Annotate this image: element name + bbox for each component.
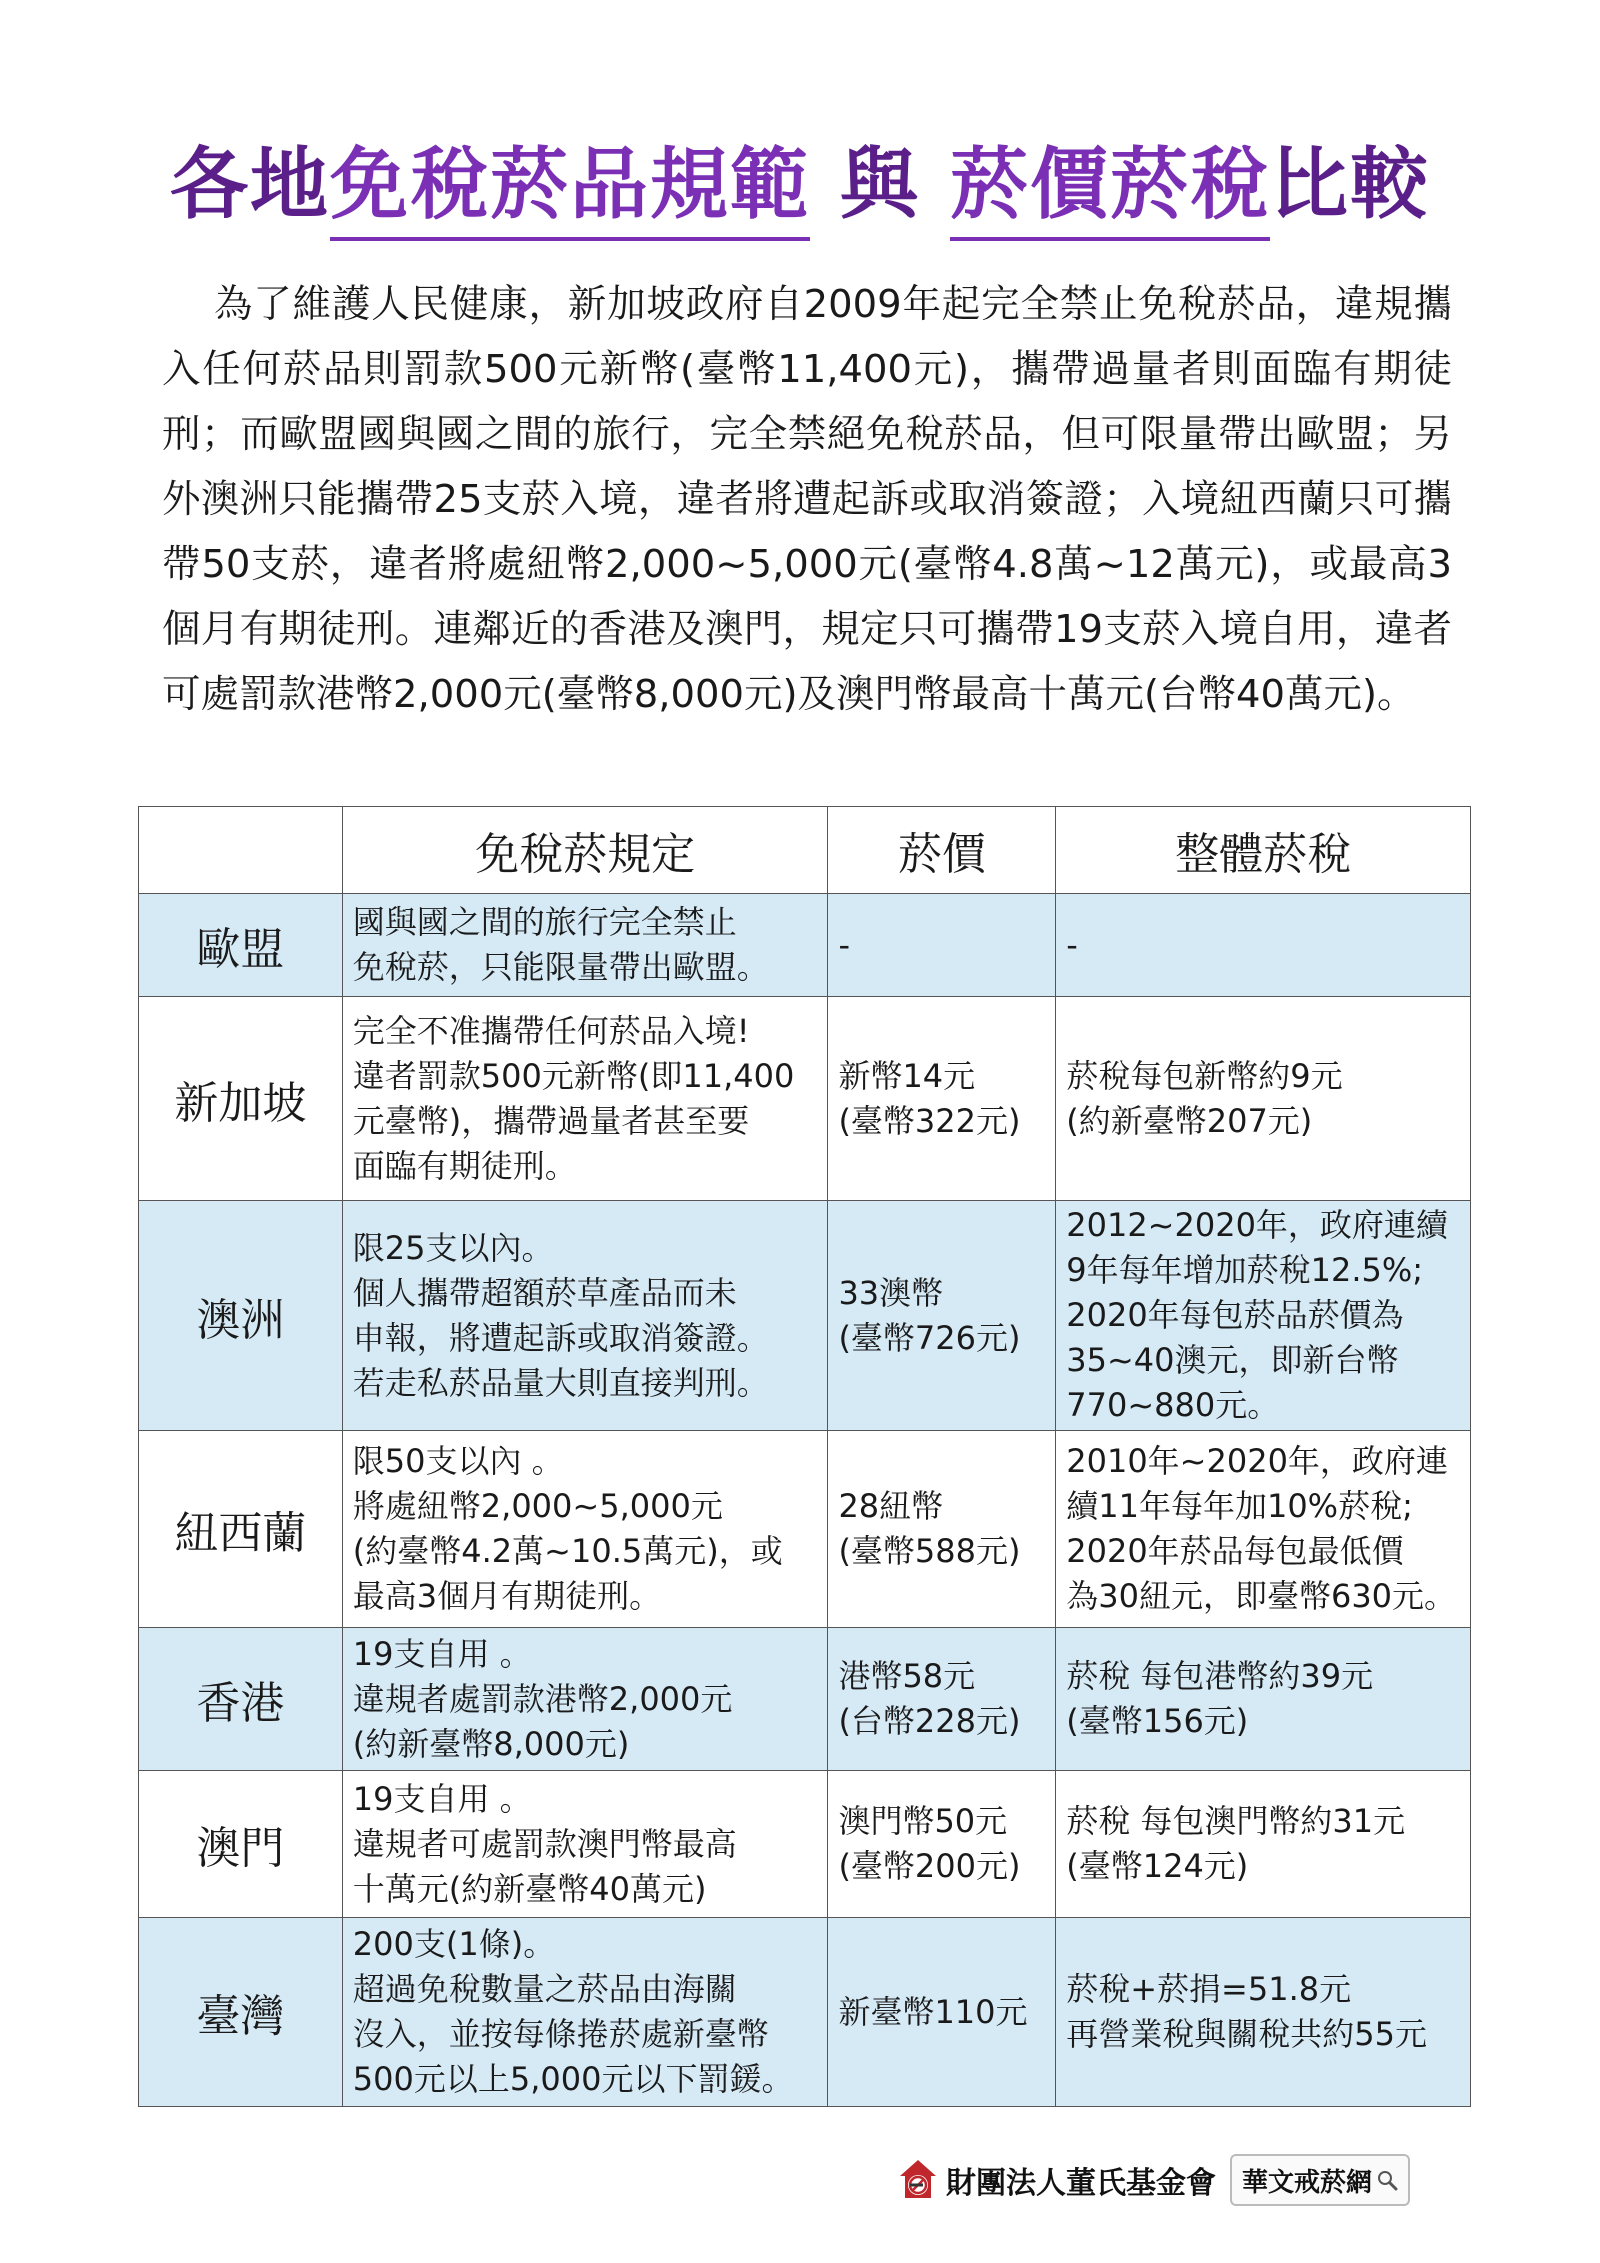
price-line: 28紐幣 [838, 1487, 944, 1525]
rule-cell [342, 1918, 828, 2107]
title-part-3: 與 [839, 140, 920, 230]
price-line: 新幣14元 [838, 1056, 976, 1095]
title-part-2: 免稅菸品規範 [330, 135, 810, 241]
price-line: 33澳幣 [838, 1273, 944, 1312]
price-cell [828, 1201, 1056, 1431]
region-cell: 澳門 [139, 1771, 343, 1918]
header-price: 菸價 [828, 807, 1056, 894]
rule-line: 19支自用 。 [352, 1779, 532, 1818]
rule-line: 個人攜帶超額菸草產品而未 [352, 1273, 737, 1312]
rule-line: 若走私菸品量大則直接判刑。 [352, 1363, 769, 1402]
tax-line: 770~880元。 [1066, 1386, 1280, 1424]
price-line: 新臺幣110元 [838, 1992, 1028, 2031]
rule-line: 200支(1條)。 [352, 1925, 556, 1963]
tax-cell [1056, 1918, 1471, 2107]
site-name: 華文戒菸網 [1242, 2167, 1373, 2198]
rule-cell [342, 1628, 828, 1771]
region-cell: 歐盟 [139, 894, 343, 997]
site-search-box[interactable] [1230, 2154, 1410, 2206]
tax-line: 9年每年增加菸稅12.5%; [1066, 1251, 1424, 1289]
tax-line: 2012~2020年，政府連續 [1066, 1206, 1448, 1244]
tax-cell [1056, 894, 1471, 997]
tax-line: (約新臺幣207元) [1066, 1101, 1313, 1140]
tax-line: - [1066, 925, 1078, 964]
tax-cell [1056, 997, 1471, 1201]
tax-line: 菸稅+菸捐=51.8元 [1066, 1970, 1352, 2008]
table-row [139, 997, 1471, 1201]
tax-cell [1056, 1628, 1471, 1771]
rule-line: 19支自用 。 [352, 1634, 532, 1673]
tax-line: (臺幣124元) [1066, 1847, 1249, 1885]
tax-line: 為30紐元，即臺幣630元。 [1066, 1577, 1457, 1615]
rule-cell [342, 1201, 828, 1431]
table-body [139, 894, 1471, 2107]
footer [898, 2152, 1468, 2208]
rule-cell [342, 1431, 828, 1628]
rule-line: 元臺幣)，攜帶過量者甚至要 [352, 1101, 750, 1140]
table-row [139, 1431, 1471, 1628]
region-cell: 新加坡 [139, 997, 343, 1201]
house-no-smoking-icon [898, 2158, 938, 2202]
price-line: (臺幣588元) [838, 1532, 1021, 1570]
tax-line: 續11年每年加10%菸稅; [1066, 1487, 1413, 1525]
rule-line: 將處紐幣2,000~5,000元 [352, 1487, 723, 1525]
intro-paragraph [162, 272, 1452, 727]
table-row [139, 1771, 1471, 1918]
foundation-name: 財團法人董氏基金會 [946, 2166, 1216, 2201]
search-icon [1376, 2169, 1398, 2191]
rule-cell [342, 997, 828, 1201]
rule-line: 違者罰款500元新幣(即11,400 [352, 1056, 795, 1095]
region-cell: 臺灣 [139, 1918, 343, 2107]
title-part-4: 菸價菸稅 [950, 135, 1270, 241]
page-title [0, 135, 1600, 241]
rule-line: 完全不准攜帶任何菸品入境! [352, 1011, 750, 1050]
rule-line: 限50支以內 。 [352, 1442, 564, 1480]
table-row [139, 894, 1471, 997]
price-line: (台幣228元) [838, 1702, 1021, 1740]
rule-line: (約新臺幣8,000元) [352, 1724, 630, 1763]
tax-line: 35~40澳元，即新台幣 [1066, 1341, 1399, 1379]
region-cell: 紐西蘭 [139, 1431, 343, 1628]
tax-line: 再營業稅與關稅共約55元 [1066, 2015, 1427, 2053]
rule-line: 國與國之間的旅行完全禁止 [352, 903, 737, 941]
price-line: (臺幣200元) [838, 1847, 1021, 1885]
region-cell: 澳洲 [139, 1201, 343, 1431]
tax-line: 2020年菸品每包最低價 [1066, 1532, 1404, 1570]
price-line: (臺幣322元) [838, 1101, 1021, 1140]
price-cell [828, 1918, 1056, 2107]
region-cell: 香港 [139, 1628, 343, 1771]
header-tax: 整體菸稅 [1056, 807, 1471, 894]
rule-line: 面臨有期徒刑。 [352, 1146, 577, 1185]
tax-line: 2020年每包菸品菸價為 [1066, 1296, 1404, 1334]
rule-line: (約臺幣4.2萬~10.5萬元)，或 [352, 1532, 783, 1570]
header-region [139, 807, 343, 894]
tax-line: 2010年~2020年，政府連 [1066, 1442, 1448, 1480]
rule-line: 申報，將遭起訴或取消簽證。 [352, 1318, 769, 1357]
rule-line: 十萬元(約新臺幣40萬元) [352, 1869, 707, 1908]
header-rule: 免稅菸規定 [342, 807, 828, 894]
price-cell [828, 1628, 1056, 1771]
rule-line: 最高3個月有期徒刑。 [352, 1577, 662, 1615]
table-row [139, 1918, 1471, 2107]
tax-cell [1056, 1201, 1471, 1431]
tax-line: 菸稅每包新幣約9元 [1066, 1056, 1343, 1095]
rule-line: 超過免稅數量之菸品由海關 [352, 1970, 737, 2008]
price-line: - [838, 925, 850, 964]
price-line: 港幣58元 [838, 1657, 976, 1695]
tax-line: 菸稅 每包港幣約39元 [1066, 1657, 1374, 1695]
rule-line: 免稅菸，只能限量帶出歐盟。 [352, 948, 769, 986]
rule-cell [342, 894, 828, 997]
rule-line: 違規者處罰款港幣2,000元 [352, 1679, 733, 1718]
rule-line: 沒入，並按每條捲菸處新臺幣 [352, 2015, 769, 2053]
price-cell [828, 894, 1056, 997]
price-line: (臺幣726元) [838, 1318, 1021, 1357]
title-part-5: 比較 [1270, 140, 1431, 230]
price-cell [828, 1431, 1056, 1628]
price-cell [828, 1771, 1056, 1918]
table-row [139, 1628, 1471, 1771]
table-row [139, 1201, 1471, 1431]
tax-cell [1056, 1431, 1471, 1628]
price-cell [828, 997, 1056, 1201]
rule-line: 限25支以內。 [352, 1228, 554, 1267]
tax-line: (臺幣156元) [1066, 1702, 1249, 1740]
rule-line: 500元以上5,000元以下罰鍰。 [352, 2060, 794, 2098]
rule-line: 違規者可處罰款澳門幣最高 [352, 1824, 737, 1863]
price-line: 澳門幣50元 [838, 1802, 1008, 1840]
tax-cell [1056, 1771, 1471, 1918]
comparison-table [138, 806, 1471, 2107]
tax-line: 菸稅 每包澳門幣約31元 [1066, 1802, 1406, 1840]
rule-cell [342, 1771, 828, 1918]
intro-text: 為了維護人民健康，新加坡政府自2009年起完全禁止免稅菸品，違規攜入任何菸品則罰款500元新幣(臺幣11,400元)，攜帶過量者則面臨有期徒刑；而歐盟國與國之間的旅行，完全禁絕免稅菸品，但可限量帶出歐盟；另外澳洲只能攜帶25支菸入境，違者將遭起訴或取消簽證；入境紐西蘭只可攜帶50支菸，違者將處紐幣2,000~5,000元(臺幣4.8萬~12萬元)，或最高3個月有期徒刑。連鄰近的香港及澳門，規定只可攜帶19支菸入境自用，違者可處罰款港幣2,000元(臺幣8,000元)及澳門幣最高十萬元(台幣40萬元)。 [162, 282, 1452, 717]
title-part-1: 各地 [169, 140, 330, 230]
table-header-row [139, 807, 1471, 894]
